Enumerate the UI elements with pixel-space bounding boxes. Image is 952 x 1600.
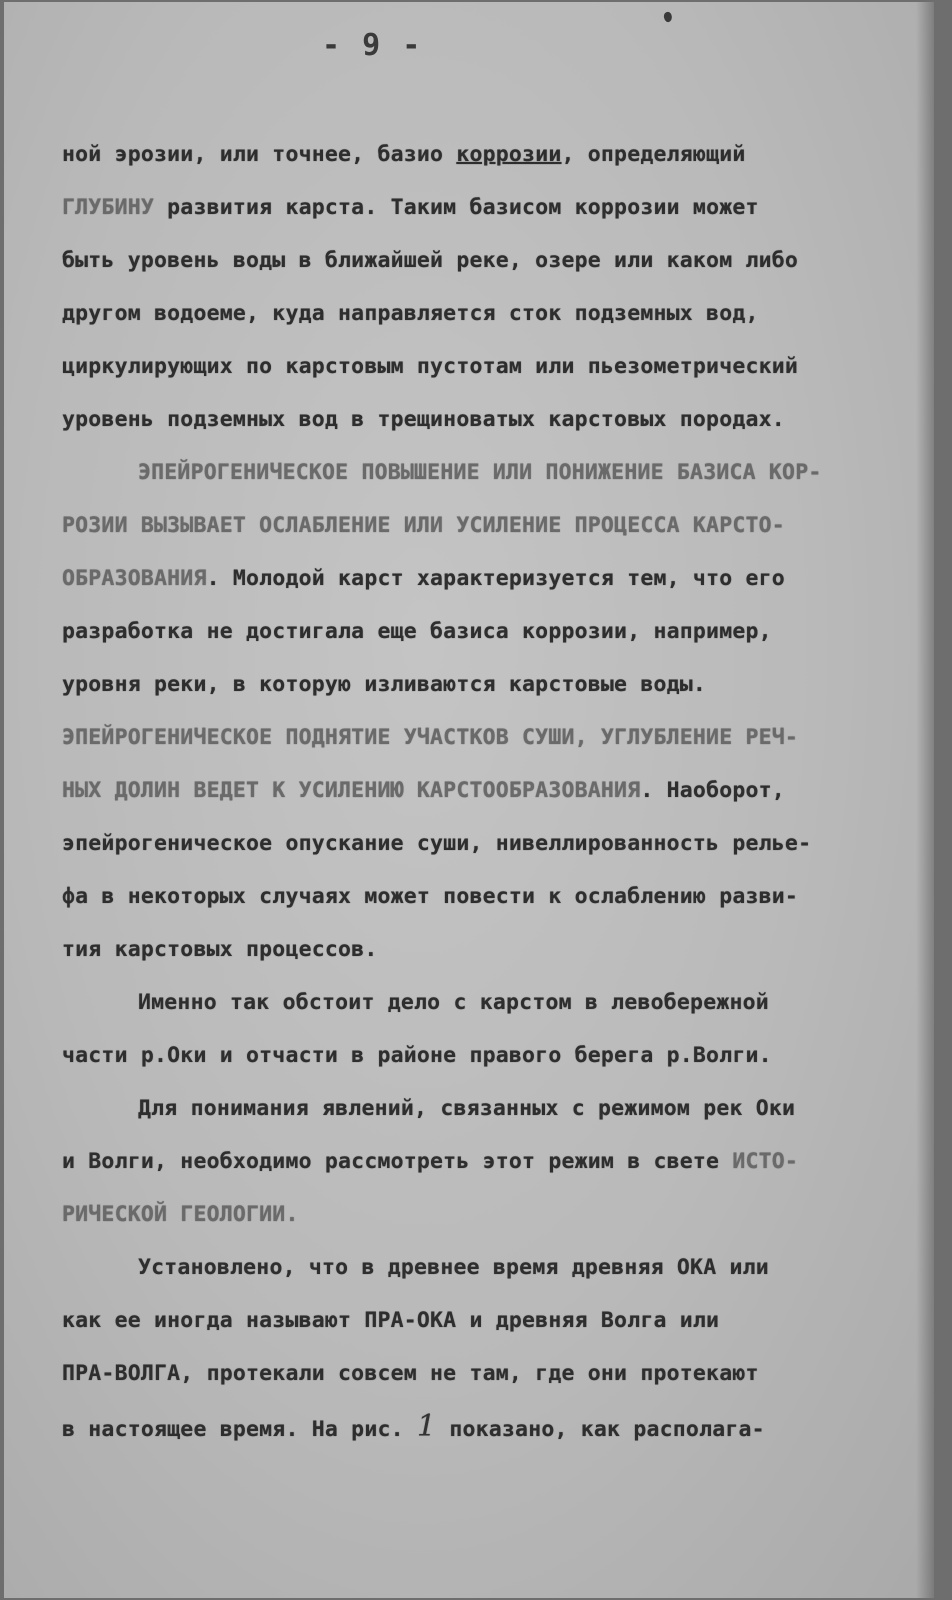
ink-blot: [663, 11, 674, 23]
text-segment: эпейрогеническое опускание суши, нивеллированность релье-: [62, 831, 812, 856]
text-line: [62, 446, 912, 499]
text-segment: Установлено, что в древнее время древняя ОКА или: [138, 1255, 769, 1280]
text-line: [62, 1347, 912, 1400]
text-segment: ЭПЕЙРОГЕНИЧЕСКОЕ ПОДНЯТИЕ УЧАСТКОВ СУШИ, УГЛУБЛЕНИЕ РЕЧ-: [62, 725, 799, 750]
text-segment: Для понимания явлений, связанных с режимом рек Оки: [138, 1096, 796, 1121]
text-segment: ПРА-ВОЛГА, протекали совсем не там, где они протекают: [62, 1361, 759, 1386]
document-page: [4, 2, 934, 1598]
text-segment: развития карста. Таким базисом коррозии может: [154, 195, 759, 220]
text-line: [62, 817, 912, 870]
text-segment: тия карстовых процессов.: [62, 937, 378, 962]
text-segment: ЭПЕЙРОГЕНИЧЕСКОЕ ПОВЫШЕНИЕ ИЛИ ПОНИЖЕНИЕ БАЗИСА КОР-: [138, 460, 822, 485]
text-segment: ОБРАЗОВАНИЯ: [62, 566, 207, 591]
text-segment: уровня реки, в которую изливаются карстовые воды.: [62, 672, 707, 697]
text-line: [62, 552, 912, 605]
text-segment: и Волги, необходимо рассмотреть этот режим в свете: [62, 1149, 733, 1174]
text-segment: другом водоеме, куда направляется сток подземных вод,: [62, 301, 759, 326]
text-segment: части р.Оки и отчасти в районе правого берега р.Волги.: [62, 1043, 772, 1068]
text-segment: Именно так обстоит дело с карстом в левобережной: [138, 990, 769, 1015]
text-line: [62, 1294, 912, 1347]
text-line: [62, 499, 912, 552]
text-line: [62, 870, 912, 923]
text-line: [62, 287, 912, 340]
text-segment: как ее иногда называют ПРА-ОКА и древняя Волга или: [62, 1308, 720, 1333]
page-edge-shadow: [916, 2, 934, 1598]
text-segment: НЫХ ДОЛИН ВЕДЕТ К УСИЛЕНИЮ КАРСТООБРАЗОВАНИЯ: [62, 778, 641, 803]
text-segment: показано, как располага-: [436, 1417, 765, 1442]
text-line: [62, 340, 912, 393]
text-segment: циркулирующих по карстовым пустотам или пьезометрический: [62, 354, 799, 379]
text-line: [62, 976, 912, 1029]
text-line: [62, 923, 912, 976]
text-line: [62, 1029, 912, 1082]
text-segment: быть уровень воды в ближайшей реке, озере или каком либо: [62, 248, 799, 273]
text-line: [62, 764, 912, 817]
text-segment: . Наоборот,: [640, 778, 785, 803]
text-segment: РИЧЕСКОЙ ГЕОЛОГИИ.: [62, 1202, 299, 1227]
text-segment: 1: [416, 1409, 437, 1444]
text-segment: РОЗИИ ВЫЗЫВАЕТ ОСЛАБЛЕНИЕ ИЛИ УСИЛЕНИЕ ПРОЦЕССА КАРСТО-: [62, 513, 785, 538]
text-segment: ИСТО-: [732, 1149, 799, 1174]
text-line: [62, 1400, 912, 1456]
page-number: - 9 -: [322, 28, 423, 63]
text-line: [62, 393, 912, 446]
body-text: [62, 128, 912, 1456]
text-line: [62, 181, 912, 234]
text-segment: ной эрозии, или точнее, базио: [62, 142, 457, 167]
text-segment: , определяющий: [561, 142, 746, 167]
text-segment: фа в некоторых случаях может повести к ослаблению разви-: [62, 884, 799, 909]
text-line: [62, 1188, 912, 1241]
text-line: [62, 128, 912, 181]
text-line: [62, 658, 912, 711]
text-segment: коррозии: [456, 142, 562, 167]
text-segment: в настоящее время. На рис.: [62, 1417, 417, 1442]
text-line: [62, 1082, 912, 1135]
text-line: [62, 711, 912, 764]
text-segment: . Молодой карст характеризуется тем, что его: [206, 566, 785, 591]
text-line: [62, 1135, 912, 1188]
text-segment: разработка не достигала еще базиса коррозии, например,: [62, 619, 772, 644]
text-line: [62, 234, 912, 287]
text-line: [62, 605, 912, 658]
text-line: [62, 1241, 912, 1294]
text-segment: уровень подземных вод в трещиноватых карстовых породах.: [62, 407, 785, 432]
text-segment: ГЛУБИНУ: [62, 195, 155, 220]
